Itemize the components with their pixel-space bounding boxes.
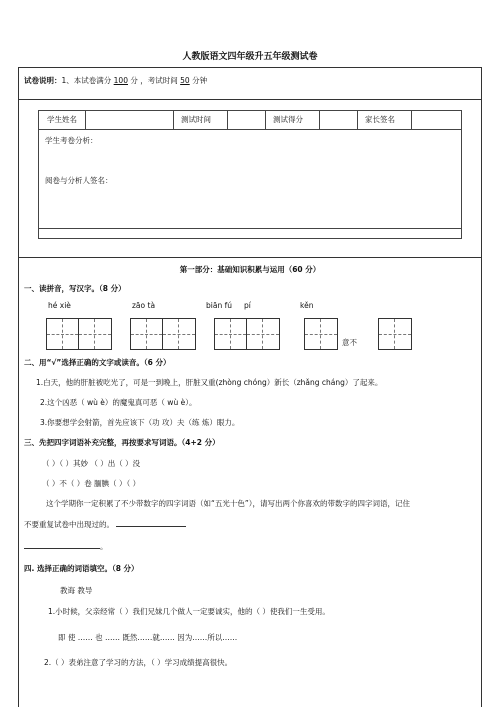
- student-info-table: [38, 110, 462, 239]
- q2-item: 2.这个凶恶（ wù è）的魔鬼真可恶（ wù è）。: [40, 398, 197, 407]
- instructions-text: 分 ，考试时间: [127, 76, 181, 85]
- table-divider: [39, 228, 461, 229]
- pinyin: hé xiè: [48, 301, 71, 310]
- writing-grid[interactable]: [130, 318, 196, 350]
- answer-blank[interactable]: [116, 526, 186, 527]
- q1-title: 一、读拼音，写汉字。（8 分）: [24, 284, 126, 293]
- full-score: 100: [113, 76, 128, 85]
- instructions-label: 试卷说明：: [24, 76, 62, 85]
- q4-word-options: 教诲 教导: [60, 586, 93, 595]
- writing-grid[interactable]: [378, 318, 412, 350]
- writing-grid[interactable]: [214, 318, 280, 350]
- q4-title: 四. 选择正确的词语填空。（8 分）: [24, 564, 139, 573]
- q3-paragraph: 这个学期你一定积累了不少带数字的四字词语（如“五光十色”），请写出两个你喜欢的带数字的四字词语，记住: [46, 499, 411, 508]
- header-student-name: 学生姓名: [47, 115, 77, 124]
- q3-row: （ ）（ ）其妙 （ ）出（ ）没: [42, 459, 141, 468]
- cell-divider: [319, 111, 320, 129]
- part1-title: 第一部分：基础知识积累与运用（60 分）: [179, 265, 321, 274]
- exam-instructions: [24, 75, 207, 86]
- q4-item: 2.（ ）表弟注意了学习的方法，（ ）学习成绩提高很快。: [44, 658, 233, 667]
- cell-divider: [357, 111, 358, 129]
- q3-end: 。: [100, 542, 108, 551]
- pinyin: pí: [244, 301, 251, 310]
- q2-title: 二、用“√”选择正确的文字或读音。（6 分）: [24, 358, 171, 367]
- pinyin: kěn: [300, 301, 314, 310]
- q3-paragraph-cont: [24, 519, 186, 530]
- cell-divider: [265, 111, 266, 129]
- answer-blank[interactable]: [24, 548, 100, 549]
- q1-suffix: 意不: [342, 338, 357, 347]
- q3-row: （ ）不（ ）卷 腼腆（ ）（ ）: [42, 479, 141, 488]
- header-test-score: 测试得分: [273, 115, 303, 124]
- cell-divider: [85, 111, 86, 129]
- q3-answer-line: [24, 541, 108, 552]
- q3-title: 三、先把四字词语补充完整，再按要求写词语。（4+2 分）: [24, 438, 220, 447]
- divider: [18, 99, 482, 100]
- page-title: 人教版语文四年级升五年级测试卷: [182, 52, 318, 62]
- q2-item: 1.白天，他的肝脏被吃光了，可是一到晚上，肝脏又重(zhòng chóng）新长（zhǎng cháng）了起来。: [36, 378, 383, 387]
- q4-word-options: 即 使 …… 也 …… 既然……就…… 因为……所以……: [58, 633, 238, 642]
- pinyin: biān fú: [206, 301, 232, 310]
- header-parent-signature: 家长签名: [365, 115, 395, 124]
- divider: [18, 257, 482, 258]
- cell-divider: [227, 111, 228, 129]
- header-test-time: 测试时间: [181, 115, 211, 124]
- q2-item: 3.你要想学会射箭，首先应该下（功 攻）夫（练 炼）眼力。: [40, 418, 240, 427]
- instructions-text: 1、本试卷满分: [61, 76, 114, 85]
- analysis-label: 学生考卷分析：: [45, 136, 98, 145]
- instructions-text: 分钟: [189, 76, 208, 85]
- writing-grid[interactable]: [46, 318, 112, 350]
- pinyin: zāo tà: [132, 301, 156, 310]
- writing-grid[interactable]: [304, 318, 338, 350]
- cell-divider: [173, 111, 174, 129]
- info-header-row: [39, 111, 461, 130]
- cell-divider: [411, 111, 412, 129]
- exam-time: 50: [180, 76, 190, 85]
- q3-paragraph-text: 不要重复试卷中出现过的。: [24, 520, 114, 529]
- reviewer-label: 阅卷与分析人签名：: [45, 176, 113, 185]
- q4-item: 1.小时候，父亲经常（ ）我们兄妹几个做人一定要诚实，他的（ ）使我们一生受用。: [48, 607, 330, 616]
